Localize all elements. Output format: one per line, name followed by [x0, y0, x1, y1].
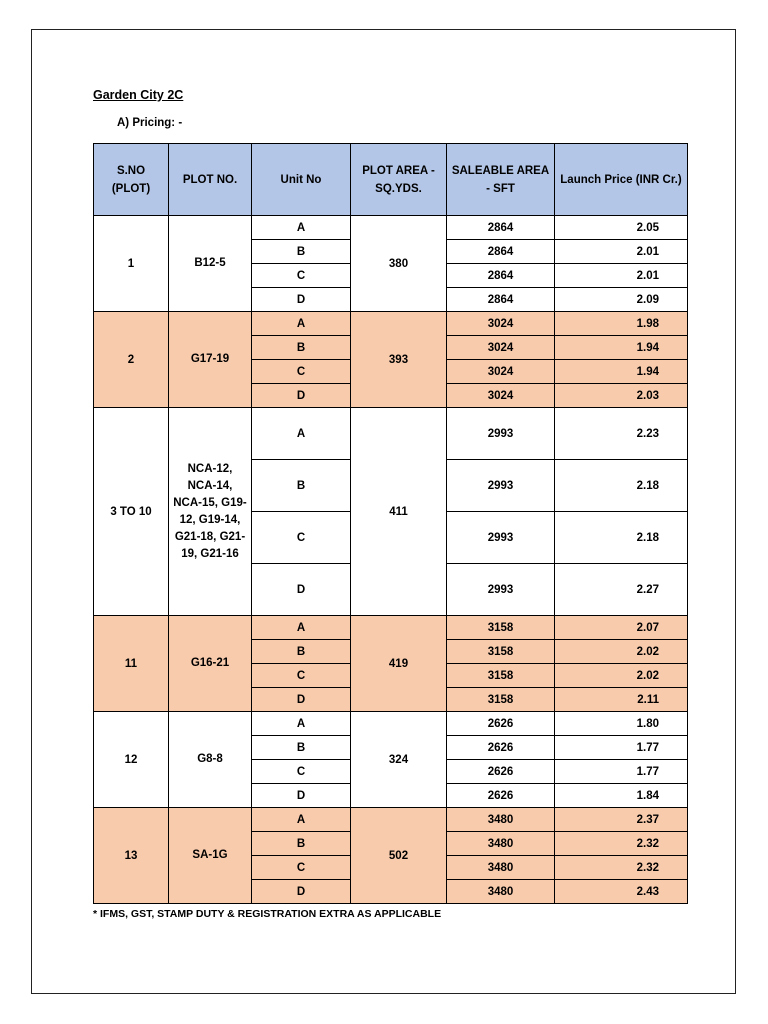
cell-plot-area: 419 [351, 616, 447, 712]
cell-sno: 13 [94, 808, 169, 904]
cell-plot-no: G16-21 [169, 616, 252, 712]
cell-saleable-area: 2993 [447, 460, 555, 512]
cell-unit-no: C [252, 360, 351, 384]
footnote: * IFMS, GST, STAMP DUTY & REGISTRATION EXTRA AS APPLICABLE [93, 908, 442, 920]
cell-saleable-area: 3158 [447, 616, 555, 640]
cell-saleable-area: 3480 [447, 832, 555, 856]
cell-launch-price: 2.11 [555, 688, 688, 712]
cell-launch-price: 2.18 [555, 512, 688, 564]
table-row [94, 408, 688, 460]
header-plot-no: PLOT NO. [169, 144, 252, 216]
cell-launch-price: 2.09 [555, 288, 688, 312]
cell-saleable-area: 3480 [447, 808, 555, 832]
cell-unit-no: D [252, 784, 351, 808]
cell-launch-price: 1.84 [555, 784, 688, 808]
cell-saleable-area: 3024 [447, 336, 555, 360]
cell-unit-no: C [252, 856, 351, 880]
cell-saleable-area: 3158 [447, 640, 555, 664]
cell-plot-no: G17-19 [169, 312, 252, 408]
cell-saleable-area: 3158 [447, 664, 555, 688]
cell-launch-price: 1.94 [555, 336, 688, 360]
cell-unit-no: C [252, 264, 351, 288]
cell-saleable-area: 3024 [447, 312, 555, 336]
section-label: A) Pricing: - [117, 117, 183, 129]
cell-unit-no: D [252, 688, 351, 712]
cell-unit-no: C [252, 760, 351, 784]
cell-unit-no: D [252, 564, 351, 616]
cell-unit-no: B [252, 460, 351, 512]
cell-plot-area: 502 [351, 808, 447, 904]
cell-sno: 2 [94, 312, 169, 408]
cell-saleable-area: 2993 [447, 512, 555, 564]
cell-unit-no: D [252, 288, 351, 312]
cell-saleable-area: 2864 [447, 264, 555, 288]
cell-saleable-area: 2626 [447, 760, 555, 784]
cell-unit-no: A [252, 712, 351, 736]
cell-saleable-area: 2864 [447, 216, 555, 240]
cell-saleable-area: 2626 [447, 712, 555, 736]
pricing-table [93, 143, 688, 904]
cell-sno: 1 [94, 216, 169, 312]
cell-unit-no: A [252, 312, 351, 336]
cell-unit-no: D [252, 384, 351, 408]
cell-unit-no: B [252, 336, 351, 360]
cell-unit-no: B [252, 832, 351, 856]
cell-launch-price: 2.43 [555, 880, 688, 904]
table-row [94, 216, 688, 240]
cell-plot-no: B12-5 [169, 216, 252, 312]
table-row [94, 312, 688, 336]
cell-launch-price: 2.37 [555, 808, 688, 832]
cell-launch-price: 2.02 [555, 664, 688, 688]
cell-unit-no: B [252, 240, 351, 264]
cell-plot-area: 393 [351, 312, 447, 408]
cell-unit-no: C [252, 512, 351, 564]
cell-plot-no: NCA-12, NCA-14, NCA-15, G19-12, G19-14, G21-18, G21-19, G21-16 [169, 408, 252, 616]
cell-saleable-area: 2864 [447, 240, 555, 264]
cell-launch-price: 2.02 [555, 640, 688, 664]
cell-saleable-area: 3024 [447, 360, 555, 384]
cell-launch-price: 2.32 [555, 856, 688, 880]
header-unit-no: Unit No [252, 144, 351, 216]
cell-unit-no: C [252, 664, 351, 688]
cell-launch-price: 2.05 [555, 216, 688, 240]
cell-launch-price: 2.01 [555, 240, 688, 264]
cell-plot-area: 324 [351, 712, 447, 808]
cell-launch-price: 2.01 [555, 264, 688, 288]
cell-saleable-area: 3024 [447, 384, 555, 408]
cell-saleable-area: 3158 [447, 688, 555, 712]
cell-saleable-area: 3480 [447, 880, 555, 904]
cell-unit-no: A [252, 808, 351, 832]
cell-sno: 3 TO 10 [94, 408, 169, 616]
pricing-body [94, 216, 688, 904]
cell-launch-price: 1.94 [555, 360, 688, 384]
cell-saleable-area: 2864 [447, 288, 555, 312]
header-sno: S.NO (PLOT) [94, 144, 169, 216]
cell-unit-no: A [252, 616, 351, 640]
cell-unit-no: D [252, 880, 351, 904]
cell-launch-price: 1.77 [555, 736, 688, 760]
cell-saleable-area: 3480 [447, 856, 555, 880]
cell-saleable-area: 2626 [447, 784, 555, 808]
document-title: Garden City 2C [93, 88, 184, 102]
cell-launch-price: 2.07 [555, 616, 688, 640]
header-row [94, 144, 688, 216]
cell-launch-price: 1.98 [555, 312, 688, 336]
cell-launch-price: 2.18 [555, 460, 688, 512]
cell-launch-price: 1.77 [555, 760, 688, 784]
cell-launch-price: 2.23 [555, 408, 688, 460]
cell-saleable-area: 2993 [447, 564, 555, 616]
cell-launch-price: 2.32 [555, 832, 688, 856]
cell-launch-price: 1.80 [555, 712, 688, 736]
cell-plot-no: G8-8 [169, 712, 252, 808]
cell-launch-price: 2.27 [555, 564, 688, 616]
cell-saleable-area: 2626 [447, 736, 555, 760]
cell-sno: 11 [94, 616, 169, 712]
cell-plot-area: 380 [351, 216, 447, 312]
header-launch-price: Launch Price (INR Cr.) [555, 144, 688, 216]
header-plot-area: PLOT AREA - SQ.YDS. [351, 144, 447, 216]
cell-unit-no: A [252, 408, 351, 460]
cell-unit-no: B [252, 736, 351, 760]
cell-sno: 12 [94, 712, 169, 808]
table-row [94, 808, 688, 832]
cell-plot-no: SA-1G [169, 808, 252, 904]
table-row [94, 712, 688, 736]
cell-plot-area: 411 [351, 408, 447, 616]
cell-saleable-area: 2993 [447, 408, 555, 460]
cell-launch-price: 2.03 [555, 384, 688, 408]
cell-unit-no: B [252, 640, 351, 664]
header-saleable-area: SALEABLE AREA - SFT [447, 144, 555, 216]
cell-unit-no: A [252, 216, 351, 240]
table-row [94, 616, 688, 640]
